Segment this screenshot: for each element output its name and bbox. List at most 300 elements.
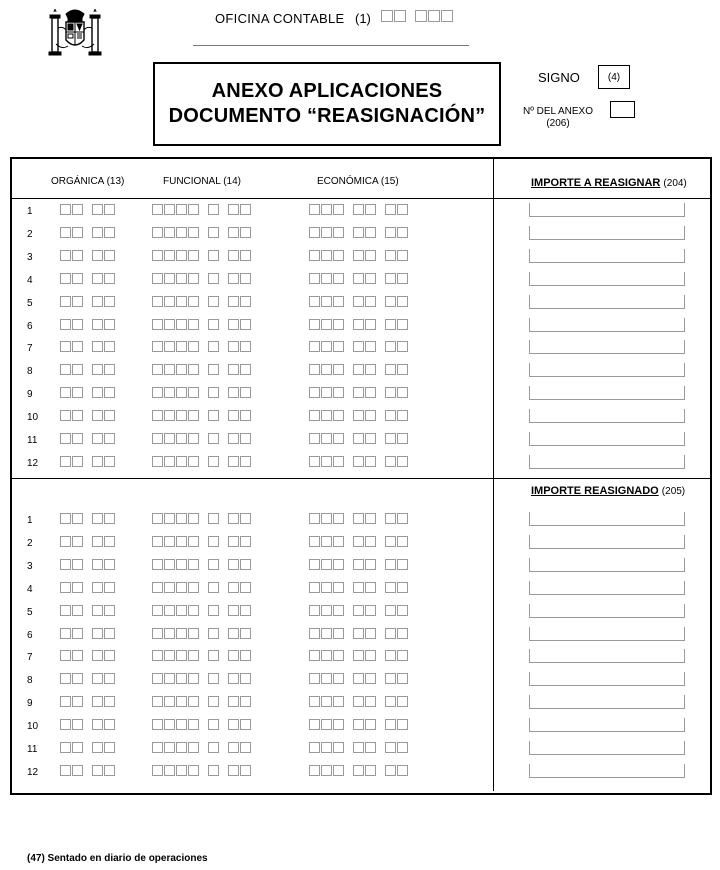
digit-box[interactable] — [60, 227, 71, 238]
amount-field[interactable] — [529, 295, 685, 309]
digit-box[interactable] — [240, 582, 251, 593]
digit-box[interactable] — [72, 273, 83, 284]
digit-box[interactable] — [164, 273, 175, 284]
digit-box[interactable] — [365, 387, 376, 398]
digit-box[interactable] — [72, 387, 83, 398]
digit-box[interactable] — [104, 719, 115, 730]
digit-box[interactable] — [176, 605, 187, 616]
digit-box[interactable] — [60, 319, 71, 330]
digit-box[interactable] — [176, 456, 187, 467]
economica-input[interactable] — [309, 513, 409, 524]
digit-box[interactable] — [60, 364, 71, 375]
digit-box[interactable] — [353, 456, 364, 467]
digit-box[interactable] — [92, 742, 103, 753]
digit-box[interactable] — [353, 296, 364, 307]
digit-box[interactable] — [104, 765, 115, 776]
digit-box[interactable] — [321, 719, 332, 730]
digit-box[interactable] — [188, 387, 199, 398]
funcional-input[interactable] — [152, 513, 252, 524]
funcional-input[interactable] — [152, 536, 252, 547]
digit-box[interactable] — [208, 536, 219, 547]
digit-box[interactable] — [152, 536, 163, 547]
digit-box[interactable] — [397, 513, 408, 524]
digit-box[interactable] — [164, 628, 175, 639]
digit-box[interactable] — [92, 696, 103, 707]
digit-box[interactable] — [176, 673, 187, 684]
digit-box[interactable] — [72, 582, 83, 593]
digit-box[interactable] — [353, 582, 364, 593]
digit-box[interactable] — [104, 650, 115, 661]
digit-box[interactable] — [60, 719, 71, 730]
digit-box[interactable] — [152, 765, 163, 776]
digit-box[interactable] — [240, 456, 251, 467]
digit-box[interactable] — [321, 513, 332, 524]
digit-box[interactable] — [353, 341, 364, 352]
digit-box[interactable] — [152, 605, 163, 616]
amount-field[interactable] — [529, 649, 685, 663]
digit-box[interactable] — [333, 341, 344, 352]
digit-box[interactable] — [188, 650, 199, 661]
digit-box[interactable] — [188, 605, 199, 616]
digit-box[interactable] — [208, 719, 219, 730]
digit-box[interactable] — [385, 410, 396, 421]
digit-box[interactable] — [385, 319, 396, 330]
economica-input[interactable] — [309, 410, 409, 421]
digit-box[interactable] — [321, 696, 332, 707]
digit-box[interactable] — [309, 513, 320, 524]
digit-box[interactable] — [240, 513, 251, 524]
digit-box[interactable] — [164, 433, 175, 444]
anexo-number-field[interactable] — [610, 101, 635, 118]
economica-input[interactable] — [309, 250, 409, 261]
digit-box[interactable] — [164, 696, 175, 707]
digit-box[interactable] — [208, 296, 219, 307]
digit-box[interactable] — [321, 456, 332, 467]
digit-box[interactable] — [333, 582, 344, 593]
digit-box[interactable] — [176, 364, 187, 375]
digit-box[interactable] — [365, 628, 376, 639]
digit-box[interactable] — [397, 673, 408, 684]
digit-box[interactable] — [228, 650, 239, 661]
digit-box[interactable] — [240, 650, 251, 661]
organica-input[interactable] — [60, 227, 116, 238]
digit-box[interactable] — [188, 319, 199, 330]
digit-box[interactable] — [176, 250, 187, 261]
digit-box[interactable] — [333, 628, 344, 639]
digit-box[interactable] — [176, 296, 187, 307]
digit-box[interactable] — [188, 673, 199, 684]
digit-box[interactable] — [240, 673, 251, 684]
organica-input[interactable] — [60, 536, 116, 547]
digit-box[interactable] — [385, 628, 396, 639]
digit-box[interactable] — [92, 364, 103, 375]
digit-box[interactable] — [397, 319, 408, 330]
economica-input[interactable] — [309, 456, 409, 467]
digit-box[interactable] — [164, 319, 175, 330]
digit-box[interactable] — [104, 513, 115, 524]
digit-box[interactable] — [397, 296, 408, 307]
digit-box[interactable] — [208, 319, 219, 330]
amount-field[interactable] — [529, 581, 685, 595]
digit-box[interactable] — [321, 204, 332, 215]
digit-box[interactable] — [92, 765, 103, 776]
digit-box[interactable] — [365, 673, 376, 684]
digit-box[interactable] — [176, 387, 187, 398]
digit-box[interactable] — [188, 696, 199, 707]
digit-box[interactable] — [104, 456, 115, 467]
digit-box[interactable] — [176, 433, 187, 444]
digit-box[interactable] — [353, 628, 364, 639]
digit-box[interactable] — [104, 696, 115, 707]
digit-box[interactable] — [92, 341, 103, 352]
digit-box[interactable] — [385, 296, 396, 307]
amount-field[interactable] — [529, 672, 685, 686]
digit-box[interactable] — [104, 364, 115, 375]
amount-field[interactable] — [529, 340, 685, 354]
digit-box[interactable] — [104, 319, 115, 330]
digit-box[interactable] — [321, 765, 332, 776]
digit-box[interactable] — [365, 765, 376, 776]
digit-box[interactable] — [309, 719, 320, 730]
digit-box[interactable] — [309, 204, 320, 215]
funcional-input[interactable] — [152, 364, 252, 375]
digit-box[interactable] — [228, 513, 239, 524]
digit-box[interactable] — [321, 605, 332, 616]
organica-input[interactable] — [60, 456, 116, 467]
digit-box[interactable] — [188, 433, 199, 444]
digit-box[interactable] — [164, 536, 175, 547]
digit-box[interactable] — [385, 536, 396, 547]
digit-box[interactable] — [333, 536, 344, 547]
digit-box[interactable] — [321, 433, 332, 444]
digit-box[interactable] — [385, 582, 396, 593]
economica-input[interactable] — [309, 536, 409, 547]
digit-box[interactable] — [228, 319, 239, 330]
digit-box[interactable] — [164, 765, 175, 776]
oficina-contable-input[interactable] — [381, 10, 454, 22]
digit-box[interactable] — [72, 719, 83, 730]
digit-box[interactable] — [397, 273, 408, 284]
digit-box[interactable] — [385, 742, 396, 753]
organica-input[interactable] — [60, 559, 116, 570]
digit-box[interactable] — [228, 673, 239, 684]
funcional-input[interactable] — [152, 273, 252, 284]
digit-box[interactable] — [152, 364, 163, 375]
digit-box[interactable] — [240, 227, 251, 238]
digit-box[interactable] — [365, 410, 376, 421]
digit-box[interactable] — [365, 319, 376, 330]
digit-box[interactable] — [188, 250, 199, 261]
digit-box[interactable] — [309, 341, 320, 352]
amount-field[interactable] — [529, 604, 685, 618]
digit-box[interactable] — [152, 742, 163, 753]
digit-box[interactable] — [72, 513, 83, 524]
digit-box[interactable] — [397, 719, 408, 730]
digit-box[interactable] — [333, 227, 344, 238]
organica-input[interactable] — [60, 765, 116, 776]
digit-box[interactable] — [309, 456, 320, 467]
digit-box[interactable] — [309, 582, 320, 593]
digit-box[interactable] — [353, 765, 364, 776]
digit-box[interactable] — [333, 296, 344, 307]
digit-box[interactable] — [397, 250, 408, 261]
digit-box[interactable] — [309, 296, 320, 307]
funcional-input[interactable] — [152, 341, 252, 352]
digit-box[interactable] — [365, 513, 376, 524]
digit-box[interactable] — [365, 696, 376, 707]
digit-box[interactable] — [228, 559, 239, 570]
digit-box[interactable] — [72, 696, 83, 707]
digit-box[interactable] — [208, 204, 219, 215]
funcional-input[interactable] — [152, 628, 252, 639]
digit-box[interactable] — [365, 273, 376, 284]
digit-box[interactable] — [365, 227, 376, 238]
digit-box[interactable] — [385, 364, 396, 375]
digit-box[interactable] — [353, 364, 364, 375]
organica-input[interactable] — [60, 650, 116, 661]
digit-box[interactable] — [397, 364, 408, 375]
digit-box[interactable] — [309, 628, 320, 639]
economica-input[interactable] — [309, 650, 409, 661]
digit-box[interactable] — [397, 765, 408, 776]
digit-box[interactable] — [60, 296, 71, 307]
economica-input[interactable] — [309, 364, 409, 375]
digit-box[interactable] — [152, 673, 163, 684]
digit-box[interactable] — [228, 273, 239, 284]
digit-box[interactable] — [228, 765, 239, 776]
funcional-input[interactable] — [152, 433, 252, 444]
digit-box[interactable] — [228, 433, 239, 444]
digit-box[interactable] — [104, 273, 115, 284]
digit-box[interactable] — [60, 273, 71, 284]
digit-box[interactable] — [321, 273, 332, 284]
digit-box[interactable] — [92, 650, 103, 661]
digit-box[interactable] — [208, 341, 219, 352]
economica-input[interactable] — [309, 673, 409, 684]
digit-box[interactable] — [385, 204, 396, 215]
digit-box[interactable] — [60, 742, 71, 753]
digit-box[interactable] — [164, 364, 175, 375]
digit-box[interactable] — [208, 513, 219, 524]
digit-box[interactable] — [92, 250, 103, 261]
digit-box[interactable] — [321, 650, 332, 661]
digit-box[interactable] — [60, 673, 71, 684]
digit-box[interactable] — [240, 273, 251, 284]
organica-input[interactable] — [60, 582, 116, 593]
digit-box[interactable] — [385, 273, 396, 284]
digit-box[interactable] — [208, 456, 219, 467]
digit-box[interactable] — [385, 605, 396, 616]
digit-box[interactable] — [353, 410, 364, 421]
digit-box[interactable] — [188, 742, 199, 753]
digit-box[interactable] — [309, 410, 320, 421]
digit-box[interactable] — [72, 673, 83, 684]
amount-field[interactable] — [529, 363, 685, 377]
economica-input[interactable] — [309, 765, 409, 776]
amount-field[interactable] — [529, 203, 685, 217]
amount-field[interactable] — [529, 272, 685, 286]
digit-box[interactable] — [208, 433, 219, 444]
digit-box[interactable] — [152, 319, 163, 330]
digit-box[interactable] — [385, 433, 396, 444]
digit-box[interactable] — [397, 456, 408, 467]
digit-box[interactable] — [365, 364, 376, 375]
economica-input[interactable] — [309, 227, 409, 238]
digit-box[interactable] — [72, 364, 83, 375]
digit-box[interactable] — [240, 696, 251, 707]
digit-box[interactable] — [228, 605, 239, 616]
digit-box[interactable] — [240, 628, 251, 639]
digit-box[interactable] — [333, 319, 344, 330]
digit-box[interactable] — [92, 536, 103, 547]
amount-field[interactable] — [529, 695, 685, 709]
digit-box[interactable] — [365, 582, 376, 593]
organica-input[interactable] — [60, 696, 116, 707]
digit-box[interactable] — [333, 204, 344, 215]
digit-box[interactable] — [353, 696, 364, 707]
digit-box[interactable] — [152, 341, 163, 352]
digit-box[interactable] — [309, 387, 320, 398]
digit-box[interactable] — [152, 559, 163, 570]
digit-box[interactable] — [104, 536, 115, 547]
digit-box[interactable] — [176, 273, 187, 284]
digit-box[interactable] — [92, 433, 103, 444]
organica-input[interactable] — [60, 341, 116, 352]
organica-input[interactable] — [60, 410, 116, 421]
digit-box[interactable] — [397, 582, 408, 593]
digit-box[interactable] — [309, 605, 320, 616]
digit-box[interactable] — [60, 250, 71, 261]
digit-box[interactable] — [365, 650, 376, 661]
digit-box[interactable] — [365, 536, 376, 547]
digit-box[interactable] — [321, 559, 332, 570]
digit-box[interactable] — [208, 673, 219, 684]
amount-field[interactable] — [529, 512, 685, 526]
amount-field[interactable] — [529, 627, 685, 641]
digit-box[interactable] — [240, 410, 251, 421]
digit-box[interactable] — [152, 696, 163, 707]
signo-field[interactable]: (4) — [598, 65, 630, 89]
digit-box[interactable] — [353, 742, 364, 753]
digit-box[interactable] — [309, 273, 320, 284]
digit-box[interactable] — [92, 719, 103, 730]
digit-box[interactable] — [365, 559, 376, 570]
economica-input[interactable] — [309, 719, 409, 730]
digit-box[interactable] — [104, 742, 115, 753]
digit-box[interactable] — [60, 536, 71, 547]
digit-box[interactable] — [240, 250, 251, 261]
digit-box[interactable] — [385, 513, 396, 524]
digit-box[interactable] — [397, 696, 408, 707]
economica-input[interactable] — [309, 204, 409, 215]
digit-box[interactable] — [188, 719, 199, 730]
digit-box[interactable] — [164, 341, 175, 352]
digit-box[interactable] — [353, 250, 364, 261]
digit-box[interactable] — [176, 341, 187, 352]
digit-box[interactable] — [321, 387, 332, 398]
digit-box[interactable] — [188, 273, 199, 284]
digit-box[interactable] — [164, 250, 175, 261]
amount-field[interactable] — [529, 432, 685, 446]
digit-box[interactable] — [208, 364, 219, 375]
digit-box[interactable] — [208, 650, 219, 661]
digit-box[interactable] — [321, 742, 332, 753]
digit-box[interactable] — [397, 559, 408, 570]
funcional-input[interactable] — [152, 559, 252, 570]
digit-box[interactable] — [228, 742, 239, 753]
digit-box[interactable] — [60, 204, 71, 215]
digit-box[interactable] — [228, 628, 239, 639]
digit-box[interactable] — [228, 536, 239, 547]
digit-box[interactable] — [164, 673, 175, 684]
amount-field[interactable] — [529, 741, 685, 755]
digit-box[interactable] — [240, 387, 251, 398]
digit-box[interactable] — [208, 559, 219, 570]
amount-field[interactable] — [529, 409, 685, 423]
digit-box[interactable] — [164, 410, 175, 421]
digit-box[interactable] — [92, 582, 103, 593]
funcional-input[interactable] — [152, 410, 252, 421]
digit-box[interactable] — [92, 628, 103, 639]
digit-box[interactable] — [240, 341, 251, 352]
digit-box[interactable] — [164, 582, 175, 593]
digit-box[interactable] — [164, 742, 175, 753]
digit-box[interactable] — [188, 204, 199, 215]
digit-box[interactable] — [397, 227, 408, 238]
digit-box[interactable] — [188, 582, 199, 593]
digit-box[interactable] — [164, 559, 175, 570]
digit-box[interactable] — [92, 559, 103, 570]
digit-box[interactable] — [321, 628, 332, 639]
digit-box[interactable] — [397, 536, 408, 547]
digit-box[interactable] — [228, 719, 239, 730]
digit-box[interactable] — [72, 341, 83, 352]
digit-box[interactable] — [333, 433, 344, 444]
digit-box[interactable] — [72, 628, 83, 639]
digit-box[interactable] — [60, 650, 71, 661]
digit-box[interactable] — [309, 227, 320, 238]
digit-box[interactable] — [72, 650, 83, 661]
digit-box[interactable] — [333, 250, 344, 261]
digit-box[interactable] — [104, 227, 115, 238]
digit-box[interactable] — [176, 628, 187, 639]
digit-box[interactable] — [208, 410, 219, 421]
digit-box[interactable] — [208, 628, 219, 639]
digit-box[interactable] — [397, 628, 408, 639]
digit-box[interactable] — [333, 273, 344, 284]
digit-box[interactable] — [208, 696, 219, 707]
funcional-input[interactable] — [152, 765, 252, 776]
digit-box[interactable] — [309, 742, 320, 753]
digit-box[interactable] — [333, 456, 344, 467]
digit-box[interactable] — [309, 673, 320, 684]
digit-box[interactable] — [228, 582, 239, 593]
digit-box[interactable] — [240, 765, 251, 776]
digit-box[interactable] — [176, 559, 187, 570]
digit-box[interactable] — [152, 410, 163, 421]
digit-box[interactable] — [353, 605, 364, 616]
organica-input[interactable] — [60, 364, 116, 375]
economica-input[interactable] — [309, 559, 409, 570]
digit-box[interactable] — [353, 673, 364, 684]
digit-box[interactable] — [208, 765, 219, 776]
funcional-input[interactable] — [152, 650, 252, 661]
digit-box[interactable] — [397, 341, 408, 352]
economica-input[interactable] — [309, 696, 409, 707]
digit-box[interactable] — [321, 673, 332, 684]
digit-box[interactable] — [321, 410, 332, 421]
amount-field[interactable] — [529, 249, 685, 263]
